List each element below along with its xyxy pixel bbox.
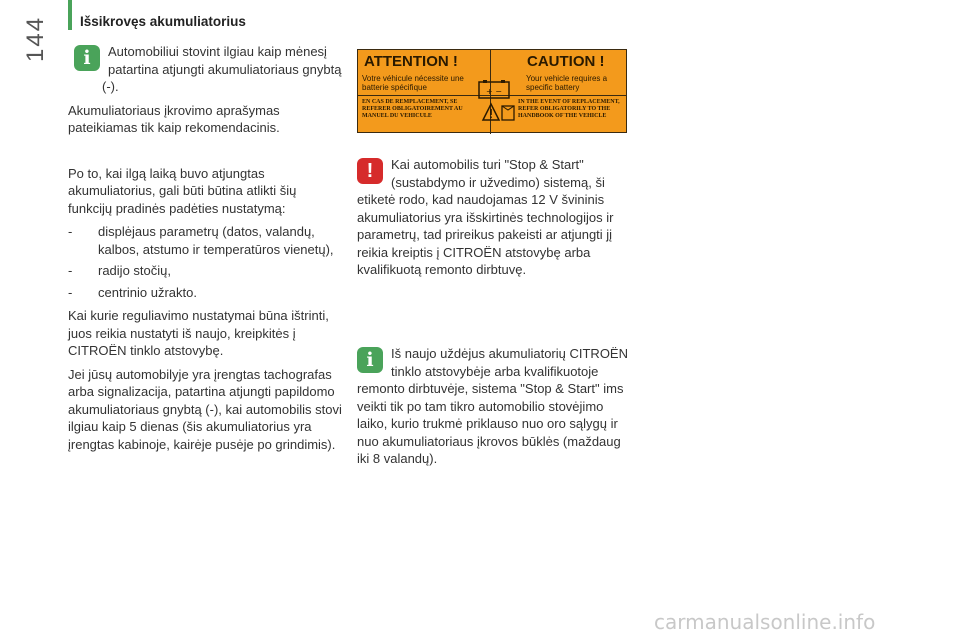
header-accent-bar bbox=[68, 0, 72, 30]
list-item: - displėjaus parametrų (datos, valandų, kalbos, atstumo ir temperatūros vienetų), bbox=[68, 224, 334, 257]
label-fr-body: EN CAS DE REMPLACEMENT, SE REFERER OBLIGATOIREMENT AU MANUEL DU VEHICULE bbox=[362, 99, 463, 119]
left-column bbox=[68, 43, 343, 459]
paragraph-reset-intro: Po to, kai ilgą laiką buvo atjungtas akumuliatorius, gali būti būtina atlikti šių funkcijų pradinės padėties nustatymą: bbox=[68, 165, 297, 216]
list-item: - radijo stočių, bbox=[68, 263, 171, 278]
warning-note-text: Kai automobilis turi "Stop & Start" (sustabdymo ir užvedimo) sistemą, ši etiketė rodo, kad naudojamas 12 V švininis akumuliatorius yra išskirtinės technologijos ir parametrų, tad prireikus pakeisti ar atjungti jį reikia kreiptis į CITROËN atstovybę arba kvalifikuotą remonto dirbtuvę. bbox=[357, 157, 614, 277]
info-icon: i bbox=[357, 347, 383, 373]
label-attention-title: ATTENTION ! bbox=[364, 53, 458, 70]
restart-info-note-text: Iš naujo uždėjus akumuliatorių CITROËN tinklo atstovybėje arba kvalifikuotoje remonto dirbtuvėje, sistema "Stop & Start" ims veikti tik po tam tikro automobilio stovėjimo laiko, kurio trukmė priklauso nuo oro sąlygų ir nuo akumuliatoriaus įkrovos būklės (maždaug iki 8 valandų). bbox=[357, 346, 628, 466]
restart-info-note bbox=[357, 345, 635, 474]
reset-list bbox=[68, 223, 343, 301]
paragraph-tachograph: Jei jūsų automobilyje yra įrengtas tachografas arba signalizacija, patartina atjungti papildomo akumuliatoriaus gnybtą (-), kai automobilis stovi ilgiau kaip 5 dienas (šis akumuliatorius yra įrengtas kabinoje, kairėje pusėje po grindimis). bbox=[68, 366, 342, 452]
paragraph-charging: Akumuliatoriaus įkrovimo aprašymas pateikiamas tik kaip rekomendacinis. bbox=[68, 102, 280, 135]
label-en-subtitle: Your vehicle requires a specific battery bbox=[526, 74, 608, 92]
watermark: carmanualsonline.info bbox=[654, 610, 876, 634]
info-note-text: Automobiliui stovint ilgiau kaip mėnesį patartina atjungti akumuliatoriaus gnybtą (-). bbox=[102, 44, 342, 94]
battery-signs: + − bbox=[486, 87, 502, 96]
label-en-body: IN THE EVENT OF REPLACEMENT, REFER OBLIGATORILY TO THE HANDBOOK OF THE VEHICLE bbox=[518, 99, 620, 119]
battery-warning-pictogram-icon bbox=[471, 80, 519, 124]
warning-note bbox=[357, 156, 635, 285]
paragraph-settings-erased: Kai kurie reguliavimo nustatymai būna ištrinti, juos reikia nustatyti iš naujo, kreipkitės į CITROËN tinklo atstovybę. bbox=[68, 308, 329, 358]
label-fr-subtitle: Votre véhicule nécessite une batterie spécifique bbox=[362, 74, 464, 92]
warning-icon: ! bbox=[357, 158, 383, 184]
battery-warning-label bbox=[357, 49, 627, 133]
info-icon: i bbox=[74, 45, 100, 71]
label-caution-title: CAUTION ! bbox=[527, 53, 605, 70]
info-note bbox=[68, 43, 343, 96]
page-number: 144 bbox=[22, 15, 49, 62]
section-title: Išsikrovęs akumuliatorius bbox=[80, 14, 246, 29]
list-item: - centrinio užrakto. bbox=[68, 284, 197, 300]
